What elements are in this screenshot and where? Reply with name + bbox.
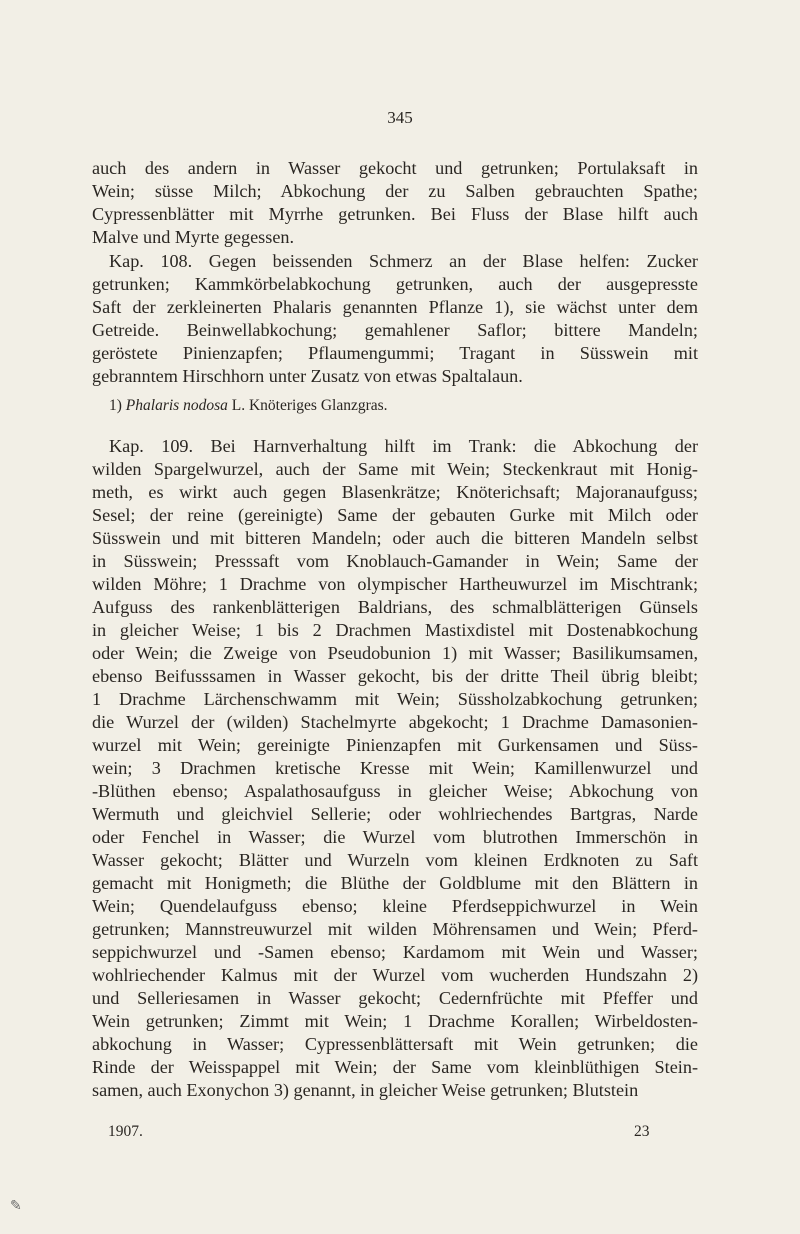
text-line: auch des andern in Wasser gekocht und getrunken; Portulaksaft in bbox=[92, 158, 698, 178]
text-line: Malve und Myrte gegessen. bbox=[92, 227, 295, 247]
text-line: wurzel mit Wein; gereinigte Pinienzapfen mit Gurkensamen und Süss- bbox=[92, 735, 698, 755]
text-line: Saft der zerkleinerten Phalaris genannten Pflanze 1), sie wächst unter dem bbox=[92, 297, 698, 317]
text-line: wohlriechender Kalmus mit der Wurzel vom wucherden Hundszahn 2) bbox=[92, 965, 698, 985]
text-line: Sesel; der reine (gereinigte) Same der gebauten Gurke mit Milch oder bbox=[92, 505, 698, 525]
text-line: oder Wein; die Zweige von Pseudobunion 1) mit Wasser; Basilikumsamen, bbox=[92, 643, 698, 663]
text-line: Kap. 108. Gegen beissenden Schmerz an der Blase helfen: Zucker bbox=[109, 251, 698, 271]
text-line: seppichwurzel und -Samen ebenso; Kardamom mit Wein und Wasser; bbox=[92, 942, 698, 962]
text-line: in Süsswein; Presssaft vom Knoblauch-Gamander in Wein; Same der bbox=[92, 551, 698, 571]
sheet-signature-year: 1907. bbox=[108, 1123, 143, 1140]
text-line: wilden Spargelwurzel, auch der Same mit Wein; Steckenkraut mit Honig- bbox=[92, 459, 698, 479]
text-line: ebenso Beifusssamen in Wasser gekocht, bis der dritte Theil übrig bleibt; bbox=[92, 666, 698, 686]
text-line: 1 Drachme Lärchenschwamm mit Wein; Süssholzabkochung getrunken; bbox=[92, 689, 698, 709]
text-line: Süsswein und mit bitteren Mandeln; oder auch die bitteren Mandeln selbst bbox=[92, 528, 698, 548]
text-line: gebranntem Hirschhorn unter Zusatz von etwas Spaltalaun. bbox=[92, 366, 523, 386]
sheet-signature-number: 23 bbox=[634, 1123, 650, 1140]
text-line: getrunken; Mannstreuwurzel mit wilden Möhrensamen und Wein; Pferd- bbox=[92, 919, 698, 939]
text-line: und Selleriesamen in Wasser gekocht; Cedernfrüchte mit Pfeffer und bbox=[92, 988, 698, 1008]
text-line: oder Fenchel in Wasser; die Wurzel vom blutrothen Immerschön in bbox=[92, 827, 698, 847]
text-line: gemacht mit Honigmeth; die Blüthe der Goldblume mit den Blättern in bbox=[92, 873, 698, 893]
page-number: 345 bbox=[387, 108, 413, 127]
text-line: getrunken; Kammkörbelabkochung getrunken, auch der ausgepresste bbox=[92, 274, 698, 294]
paragraph-block-kap-109 bbox=[92, 435, 698, 1102]
text-line: die Wurzel der (wilden) Stachelmyrte abgekocht; 1 Drachme Damasonien- bbox=[92, 712, 698, 732]
text-line: Wein getrunken; Zimmt mit Wein; 1 Drachme Korallen; Wirbeldosten- bbox=[92, 1011, 698, 1031]
text-line: geröstete Pinienzapfen; Pflaumengummi; Tragant in Süsswein mit bbox=[92, 343, 698, 363]
text-line: -Blüthen ebenso; Aspalathosaufguss in gleicher Weise; Abkochung von bbox=[92, 781, 698, 801]
text-line: Kap. 109. Bei Harnverhaltung hilft im Trank: die Abkochung der bbox=[109, 436, 698, 456]
margin-mark-icon: ✎ bbox=[10, 1199, 22, 1214]
text-line: Wein; Quendelaufguss ebenso; kleine Pferdseppichwurzel in Wein bbox=[92, 896, 698, 916]
footnote-number: 1) bbox=[109, 397, 122, 414]
text-line: Getreide. Beinwellabkochung; gemahlener Saflor; bittere Mandeln; bbox=[92, 320, 698, 340]
text-line: Wein; süsse Milch; Abkochung der zu Salben gebrauchten Spathe; bbox=[92, 181, 698, 201]
footnote bbox=[109, 395, 388, 417]
text-line: samen, auch Exonychon 3) genannt, in gleicher Weise getrunken; Blutstein bbox=[92, 1080, 639, 1100]
footnote-species: Phalaris nodosa bbox=[125, 397, 228, 414]
text-line: Aufguss des rankenblätterigen Baldrians, des schmalblätterigen Günsels bbox=[92, 597, 698, 617]
text-line: abkochung in Wasser; Cypressenblättersaft mit Wein getrunken; die bbox=[92, 1034, 698, 1054]
text-line: Wermuth und gleichviel Sellerie; oder wohlriechendes Bartgras, Narde bbox=[92, 804, 698, 824]
footnote-text: L. Knöteriges Glanzgras. bbox=[227, 397, 388, 414]
paragraph-block-kap-108 bbox=[92, 250, 698, 388]
text-line: wein; 3 Drachmen kretische Kresse mit Wein; Kamillenwurzel und bbox=[92, 758, 698, 778]
text-line: Wasser gekocht; Blätter und Wurzeln vom kleinen Erdknoten zu Saft bbox=[92, 850, 698, 870]
text-line: Rinde der Weisspappel mit Wein; der Same vom kleinblüthigen Stein- bbox=[92, 1057, 698, 1077]
text-line: meth, es wirkt auch gegen Blasenkrätze; Knöterichsaft; Majoranaufguss; bbox=[92, 482, 698, 502]
paragraph-block bbox=[92, 157, 698, 249]
text-line: in gleicher Weise; 1 bis 2 Drachmen Mastixdistel mit Dostenabkochung bbox=[92, 620, 698, 640]
text-line: Cypressenblätter mit Myrrhe getrunken. Bei Fluss der Blase hilft auch bbox=[92, 204, 698, 224]
text-line: wilden Möhre; 1 Drachme von olympischer Hartheuwurzel im Mischtrank; bbox=[92, 574, 698, 594]
